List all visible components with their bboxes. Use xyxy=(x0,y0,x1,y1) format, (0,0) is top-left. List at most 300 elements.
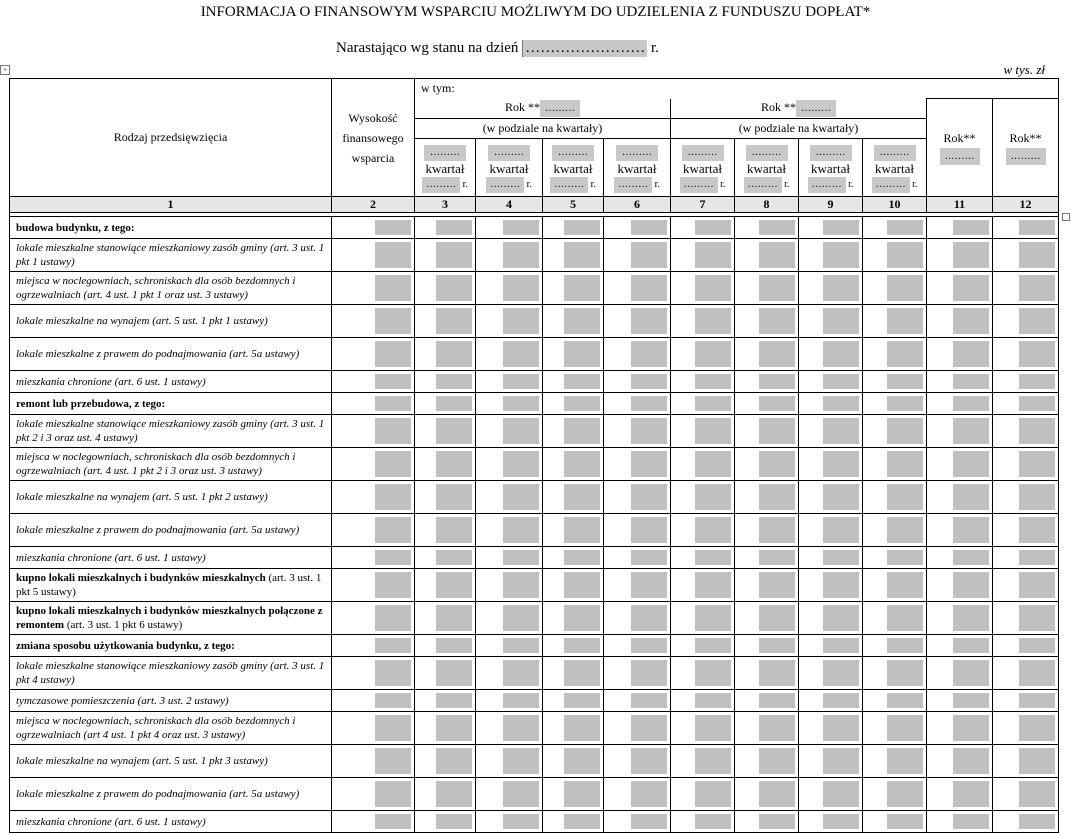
value-cell-col-4[interactable] xyxy=(476,745,543,778)
quarter-number-field[interactable]: ……… xyxy=(874,145,916,161)
form-field[interactable] xyxy=(759,550,795,565)
value-cell-col-11[interactable] xyxy=(927,448,993,481)
form-field[interactable] xyxy=(436,517,472,543)
form-field[interactable] xyxy=(953,374,989,389)
form-field[interactable] xyxy=(953,396,989,411)
form-field[interactable] xyxy=(695,605,731,631)
form-field[interactable] xyxy=(759,341,795,367)
form-field[interactable] xyxy=(887,715,923,741)
form-field[interactable] xyxy=(564,605,600,631)
value-cell-col-6[interactable] xyxy=(604,778,671,811)
value-cell-col-5[interactable] xyxy=(543,217,604,239)
form-field[interactable] xyxy=(759,660,795,686)
form-field[interactable] xyxy=(436,220,472,235)
form-field[interactable] xyxy=(503,572,539,598)
form-field[interactable] xyxy=(759,572,795,598)
form-field[interactable] xyxy=(823,374,859,389)
form-field[interactable] xyxy=(436,748,472,774)
value-cell-col-6[interactable] xyxy=(604,745,671,778)
form-field[interactable] xyxy=(823,517,859,543)
value-cell-col-6[interactable] xyxy=(604,657,671,690)
value-cell-col-4[interactable] xyxy=(476,569,543,602)
value-cell-col-12[interactable] xyxy=(993,745,1059,778)
value-cell-col-4[interactable] xyxy=(476,217,543,239)
value-cell-col-5[interactable] xyxy=(543,778,604,811)
value-cell-col-6[interactable] xyxy=(604,811,671,833)
value-cell-col-3[interactable] xyxy=(415,569,476,602)
form-field[interactable] xyxy=(436,572,472,598)
value-cell-col-5[interactable] xyxy=(543,415,604,448)
value-cell-col-12[interactable] xyxy=(993,338,1059,371)
form-field[interactable] xyxy=(503,341,539,367)
form-field[interactable] xyxy=(436,693,472,708)
form-field[interactable] xyxy=(503,418,539,444)
form-field[interactable] xyxy=(375,572,411,598)
form-field[interactable] xyxy=(503,220,539,235)
value-cell-col-7[interactable] xyxy=(671,393,735,415)
form-field[interactable] xyxy=(631,550,667,565)
value-cell-col-4[interactable] xyxy=(476,690,543,712)
form-field[interactable] xyxy=(823,748,859,774)
value-cell-col-12[interactable] xyxy=(993,371,1059,393)
form-field[interactable] xyxy=(759,693,795,708)
value-cell-col-2[interactable] xyxy=(332,635,415,657)
form-field[interactable] xyxy=(759,781,795,807)
value-cell-col-8[interactable] xyxy=(735,635,799,657)
form-field[interactable] xyxy=(823,396,859,411)
value-cell-col-9[interactable] xyxy=(799,778,863,811)
form-field[interactable] xyxy=(564,517,600,543)
form-field[interactable] xyxy=(695,715,731,741)
form-field[interactable] xyxy=(887,781,923,807)
form-field[interactable] xyxy=(503,242,539,268)
value-cell-col-12[interactable] xyxy=(993,415,1059,448)
value-cell-col-10[interactable] xyxy=(863,371,927,393)
form-field[interactable] xyxy=(564,781,600,807)
form-field[interactable] xyxy=(823,308,859,334)
form-field[interactable] xyxy=(564,693,600,708)
value-cell-col-7[interactable] xyxy=(671,569,735,602)
value-cell-col-9[interactable] xyxy=(799,239,863,272)
value-cell-col-8[interactable] xyxy=(735,811,799,833)
form-field[interactable] xyxy=(887,451,923,477)
form-field[interactable] xyxy=(887,748,923,774)
value-cell-col-12[interactable] xyxy=(993,514,1059,547)
form-field[interactable] xyxy=(759,715,795,741)
form-field[interactable] xyxy=(953,484,989,510)
value-cell-col-11[interactable] xyxy=(927,547,993,569)
form-field[interactable] xyxy=(503,451,539,477)
value-cell-col-8[interactable] xyxy=(735,239,799,272)
value-cell-col-4[interactable] xyxy=(476,415,543,448)
value-cell-col-7[interactable] xyxy=(671,635,735,657)
form-field[interactable] xyxy=(436,715,472,741)
form-field[interactable] xyxy=(436,781,472,807)
value-cell-col-7[interactable] xyxy=(671,338,735,371)
form-field[interactable] xyxy=(375,638,411,653)
value-cell-col-2[interactable] xyxy=(332,514,415,547)
quarter-year-field[interactable]: ……… xyxy=(872,177,910,193)
form-field[interactable] xyxy=(1019,781,1055,807)
value-cell-col-3[interactable] xyxy=(415,448,476,481)
form-field[interactable] xyxy=(503,396,539,411)
form-field[interactable] xyxy=(759,748,795,774)
form-field[interactable] xyxy=(564,550,600,565)
value-cell-col-3[interactable] xyxy=(415,393,476,415)
form-field[interactable] xyxy=(503,814,539,829)
form-field[interactable] xyxy=(1019,308,1055,334)
value-cell-col-6[interactable] xyxy=(604,635,671,657)
value-cell-col-8[interactable] xyxy=(735,602,799,635)
form-field[interactable] xyxy=(631,275,667,301)
value-cell-col-8[interactable] xyxy=(735,272,799,305)
value-cell-col-8[interactable] xyxy=(735,338,799,371)
form-field[interactable] xyxy=(953,814,989,829)
form-field[interactable] xyxy=(564,374,600,389)
form-field[interactable] xyxy=(887,638,923,653)
form-field[interactable] xyxy=(695,781,731,807)
value-cell-col-10[interactable] xyxy=(863,393,927,415)
value-cell-col-10[interactable] xyxy=(863,448,927,481)
form-field[interactable] xyxy=(564,638,600,653)
form-field[interactable] xyxy=(695,418,731,444)
form-field[interactable] xyxy=(887,660,923,686)
form-field[interactable] xyxy=(631,220,667,235)
value-cell-col-2[interactable] xyxy=(332,657,415,690)
value-cell-col-10[interactable] xyxy=(863,514,927,547)
value-cell-col-8[interactable] xyxy=(735,448,799,481)
form-field[interactable] xyxy=(1019,396,1055,411)
form-field[interactable] xyxy=(631,715,667,741)
value-cell-col-12[interactable] xyxy=(993,239,1059,272)
value-cell-col-4[interactable] xyxy=(476,481,543,514)
form-field[interactable] xyxy=(436,605,472,631)
value-cell-col-11[interactable] xyxy=(927,745,993,778)
form-field[interactable] xyxy=(436,275,472,301)
value-cell-col-9[interactable] xyxy=(799,657,863,690)
value-cell-col-10[interactable] xyxy=(863,569,927,602)
value-cell-col-11[interactable] xyxy=(927,635,993,657)
value-cell-col-4[interactable] xyxy=(476,393,543,415)
value-cell-col-3[interactable] xyxy=(415,602,476,635)
form-field[interactable] xyxy=(564,418,600,444)
value-cell-col-12[interactable] xyxy=(993,712,1059,745)
form-field[interactable] xyxy=(564,451,600,477)
form-field[interactable] xyxy=(1019,550,1055,565)
form-field[interactable] xyxy=(887,275,923,301)
value-cell-col-11[interactable] xyxy=(927,712,993,745)
form-field[interactable] xyxy=(436,341,472,367)
value-cell-col-8[interactable] xyxy=(735,217,799,239)
form-field[interactable] xyxy=(823,275,859,301)
value-cell-col-7[interactable] xyxy=(671,602,735,635)
header-year-11-field[interactable]: ……… xyxy=(940,148,980,165)
form-field[interactable] xyxy=(695,660,731,686)
value-cell-col-9[interactable] xyxy=(799,514,863,547)
form-field[interactable] xyxy=(1019,341,1055,367)
form-field[interactable] xyxy=(823,341,859,367)
form-field[interactable] xyxy=(631,341,667,367)
form-field[interactable] xyxy=(436,550,472,565)
value-cell-col-7[interactable] xyxy=(671,657,735,690)
value-cell-col-5[interactable] xyxy=(543,745,604,778)
form-field[interactable] xyxy=(823,693,859,708)
value-cell-col-7[interactable] xyxy=(671,778,735,811)
value-cell-col-3[interactable] xyxy=(415,305,476,338)
value-cell-col-5[interactable] xyxy=(543,657,604,690)
form-field[interactable] xyxy=(695,550,731,565)
form-field[interactable] xyxy=(375,715,411,741)
value-cell-col-7[interactable] xyxy=(671,448,735,481)
form-field[interactable] xyxy=(375,418,411,444)
value-cell-col-4[interactable] xyxy=(476,657,543,690)
value-cell-col-6[interactable] xyxy=(604,602,671,635)
form-field[interactable] xyxy=(375,275,411,301)
value-cell-col-5[interactable] xyxy=(543,448,604,481)
form-field[interactable] xyxy=(823,572,859,598)
form-field[interactable] xyxy=(1019,715,1055,741)
form-field[interactable] xyxy=(436,418,472,444)
form-field[interactable] xyxy=(436,242,472,268)
value-cell-col-10[interactable] xyxy=(863,547,927,569)
value-cell-col-6[interactable] xyxy=(604,239,671,272)
form-field[interactable] xyxy=(953,275,989,301)
header-year-a-field[interactable]: ……… xyxy=(540,100,580,117)
value-cell-col-8[interactable] xyxy=(735,514,799,547)
form-field[interactable] xyxy=(759,396,795,411)
form-field[interactable] xyxy=(953,715,989,741)
value-cell-col-2[interactable] xyxy=(332,811,415,833)
value-cell-col-3[interactable] xyxy=(415,657,476,690)
value-cell-col-6[interactable] xyxy=(604,393,671,415)
value-cell-col-7[interactable] xyxy=(671,239,735,272)
form-field[interactable] xyxy=(631,660,667,686)
quarter-year-field[interactable]: ……… xyxy=(422,177,460,193)
value-cell-col-7[interactable] xyxy=(671,481,735,514)
form-field[interactable] xyxy=(887,814,923,829)
form-field[interactable] xyxy=(375,396,411,411)
form-field[interactable] xyxy=(823,418,859,444)
value-cell-col-4[interactable] xyxy=(476,272,543,305)
value-cell-col-12[interactable] xyxy=(993,393,1059,415)
quarter-number-field[interactable]: ……… xyxy=(424,145,466,161)
value-cell-col-12[interactable] xyxy=(993,481,1059,514)
value-cell-col-10[interactable] xyxy=(863,415,927,448)
value-cell-col-11[interactable] xyxy=(927,690,993,712)
form-field[interactable] xyxy=(695,484,731,510)
value-cell-col-6[interactable] xyxy=(604,712,671,745)
value-cell-col-3[interactable] xyxy=(415,547,476,569)
form-field[interactable] xyxy=(953,605,989,631)
form-field[interactable] xyxy=(759,418,795,444)
value-cell-col-2[interactable] xyxy=(332,778,415,811)
form-field[interactable] xyxy=(953,451,989,477)
form-field[interactable] xyxy=(695,572,731,598)
form-field[interactable] xyxy=(503,308,539,334)
form-field[interactable] xyxy=(1019,220,1055,235)
form-field[interactable] xyxy=(564,396,600,411)
form-field[interactable] xyxy=(375,220,411,235)
form-field[interactable] xyxy=(823,605,859,631)
value-cell-col-11[interactable] xyxy=(927,305,993,338)
form-field[interactable] xyxy=(823,781,859,807)
form-field[interactable] xyxy=(695,396,731,411)
value-cell-col-6[interactable] xyxy=(604,690,671,712)
value-cell-col-11[interactable] xyxy=(927,415,993,448)
table-resize-handle-icon[interactable] xyxy=(1062,213,1070,221)
form-field[interactable] xyxy=(503,660,539,686)
form-field[interactable] xyxy=(436,308,472,334)
form-field[interactable] xyxy=(631,418,667,444)
form-field[interactable] xyxy=(503,275,539,301)
value-cell-col-11[interactable] xyxy=(927,657,993,690)
form-field[interactable] xyxy=(823,638,859,653)
value-cell-col-9[interactable] xyxy=(799,712,863,745)
form-field[interactable] xyxy=(436,374,472,389)
value-cell-col-7[interactable] xyxy=(671,371,735,393)
value-cell-col-4[interactable] xyxy=(476,338,543,371)
value-cell-col-9[interactable] xyxy=(799,635,863,657)
form-field[interactable] xyxy=(564,220,600,235)
form-field[interactable] xyxy=(695,814,731,829)
value-cell-col-9[interactable] xyxy=(799,371,863,393)
form-field[interactable] xyxy=(1019,605,1055,631)
value-cell-col-5[interactable] xyxy=(543,305,604,338)
form-field[interactable] xyxy=(1019,275,1055,301)
quarter-number-field[interactable]: ……… xyxy=(810,145,852,161)
form-field[interactable] xyxy=(759,374,795,389)
form-field[interactable] xyxy=(436,638,472,653)
value-cell-col-10[interactable] xyxy=(863,217,927,239)
form-field[interactable] xyxy=(695,374,731,389)
value-cell-col-6[interactable] xyxy=(604,569,671,602)
value-cell-col-10[interactable] xyxy=(863,778,927,811)
form-field[interactable] xyxy=(953,308,989,334)
value-cell-col-12[interactable] xyxy=(993,778,1059,811)
value-cell-col-3[interactable] xyxy=(415,811,476,833)
value-cell-col-2[interactable] xyxy=(332,217,415,239)
value-cell-col-11[interactable] xyxy=(927,602,993,635)
quarter-number-field[interactable]: ……… xyxy=(488,145,530,161)
value-cell-col-9[interactable] xyxy=(799,602,863,635)
value-cell-col-6[interactable] xyxy=(604,547,671,569)
form-field[interactable] xyxy=(436,484,472,510)
header-year-12-field[interactable]: ……… xyxy=(1006,148,1046,165)
quarter-number-field[interactable]: ……… xyxy=(552,145,594,161)
value-cell-col-8[interactable] xyxy=(735,547,799,569)
value-cell-col-9[interactable] xyxy=(799,811,863,833)
form-field[interactable] xyxy=(375,484,411,510)
value-cell-col-10[interactable] xyxy=(863,338,927,371)
form-field[interactable] xyxy=(375,781,411,807)
value-cell-col-8[interactable] xyxy=(735,745,799,778)
form-field[interactable] xyxy=(1019,374,1055,389)
value-cell-col-12[interactable] xyxy=(993,690,1059,712)
form-field[interactable] xyxy=(887,517,923,543)
form-field[interactable] xyxy=(953,220,989,235)
form-field[interactable] xyxy=(436,814,472,829)
value-cell-col-2[interactable] xyxy=(332,448,415,481)
form-field[interactable] xyxy=(695,341,731,367)
value-cell-col-8[interactable] xyxy=(735,481,799,514)
value-cell-col-7[interactable] xyxy=(671,305,735,338)
value-cell-col-2[interactable] xyxy=(332,371,415,393)
value-cell-col-8[interactable] xyxy=(735,415,799,448)
form-field[interactable] xyxy=(375,693,411,708)
quarter-number-field[interactable]: ……… xyxy=(746,145,788,161)
value-cell-col-9[interactable] xyxy=(799,690,863,712)
value-cell-col-6[interactable] xyxy=(604,415,671,448)
form-field[interactable] xyxy=(759,814,795,829)
value-cell-col-4[interactable] xyxy=(476,514,543,547)
value-cell-col-3[interactable] xyxy=(415,514,476,547)
value-cell-col-9[interactable] xyxy=(799,393,863,415)
value-cell-col-3[interactable] xyxy=(415,338,476,371)
value-cell-col-9[interactable] xyxy=(799,481,863,514)
form-field[interactable] xyxy=(503,550,539,565)
form-field[interactable] xyxy=(759,605,795,631)
value-cell-col-2[interactable] xyxy=(332,712,415,745)
form-field[interactable] xyxy=(375,814,411,829)
value-cell-col-11[interactable] xyxy=(927,811,993,833)
form-field[interactable] xyxy=(1019,572,1055,598)
value-cell-col-8[interactable] xyxy=(735,393,799,415)
value-cell-col-8[interactable] xyxy=(735,569,799,602)
value-cell-col-3[interactable] xyxy=(415,635,476,657)
form-field[interactable] xyxy=(695,451,731,477)
form-field[interactable] xyxy=(759,484,795,510)
value-cell-col-2[interactable] xyxy=(332,239,415,272)
form-field[interactable] xyxy=(759,220,795,235)
form-field[interactable] xyxy=(503,748,539,774)
value-cell-col-4[interactable] xyxy=(476,712,543,745)
form-field[interactable] xyxy=(953,748,989,774)
value-cell-col-12[interactable] xyxy=(993,305,1059,338)
form-field[interactable] xyxy=(436,660,472,686)
value-cell-col-2[interactable] xyxy=(332,602,415,635)
form-field[interactable] xyxy=(564,275,600,301)
form-field[interactable] xyxy=(887,550,923,565)
form-field[interactable] xyxy=(631,781,667,807)
form-field[interactable] xyxy=(631,693,667,708)
form-field[interactable] xyxy=(695,748,731,774)
form-field[interactable] xyxy=(564,660,600,686)
form-field[interactable] xyxy=(375,242,411,268)
form-field[interactable] xyxy=(695,308,731,334)
form-field[interactable] xyxy=(953,638,989,653)
form-field[interactable] xyxy=(823,550,859,565)
value-cell-col-12[interactable] xyxy=(993,602,1059,635)
quarter-year-field[interactable]: ……… xyxy=(680,177,718,193)
value-cell-col-3[interactable] xyxy=(415,481,476,514)
form-field[interactable] xyxy=(631,638,667,653)
quarter-year-field[interactable]: ……… xyxy=(744,177,782,193)
form-field[interactable] xyxy=(759,451,795,477)
form-field[interactable] xyxy=(887,605,923,631)
form-field[interactable] xyxy=(759,517,795,543)
form-field[interactable] xyxy=(564,341,600,367)
quarter-year-field[interactable]: ……… xyxy=(808,177,846,193)
form-field[interactable] xyxy=(631,814,667,829)
form-field[interactable] xyxy=(631,242,667,268)
value-cell-col-8[interactable] xyxy=(735,778,799,811)
value-cell-col-12[interactable] xyxy=(993,547,1059,569)
value-cell-col-10[interactable] xyxy=(863,811,927,833)
form-field[interactable] xyxy=(436,396,472,411)
quarter-number-field[interactable]: ……… xyxy=(682,145,724,161)
form-field[interactable] xyxy=(887,374,923,389)
form-field[interactable] xyxy=(823,220,859,235)
